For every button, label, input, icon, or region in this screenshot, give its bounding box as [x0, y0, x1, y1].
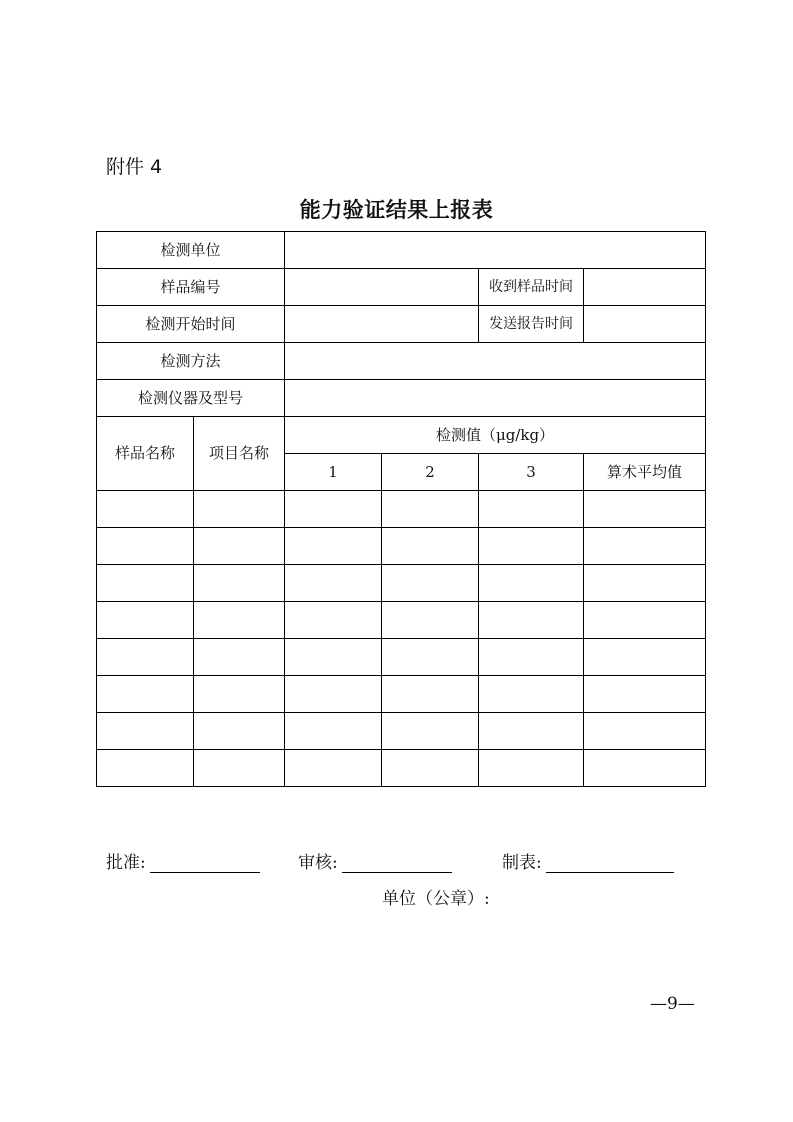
value-header: 检测值（μg/kg） — [285, 417, 706, 454]
mean-header: 算术平均值 — [584, 454, 706, 491]
instrument-field[interactable] — [285, 380, 706, 417]
table-row — [97, 380, 706, 417]
table-row — [97, 343, 706, 380]
data-cell[interactable] — [479, 713, 584, 750]
table-row — [97, 491, 706, 528]
table-row — [97, 232, 706, 269]
data-cell[interactable] — [285, 491, 382, 528]
approve-line[interactable] — [150, 854, 260, 873]
data-cell[interactable] — [97, 602, 194, 639]
data-cell[interactable] — [285, 750, 382, 787]
data-cell[interactable] — [382, 491, 479, 528]
data-cell[interactable] — [194, 750, 285, 787]
unit-seal-label: 单位（公章）: — [382, 889, 490, 909]
table-row — [97, 676, 706, 713]
receive-time-label: 收到样品时间 — [479, 269, 584, 306]
data-cell[interactable] — [584, 713, 706, 750]
sample-no-field[interactable] — [285, 269, 479, 306]
method-label: 检测方法 — [97, 343, 285, 380]
data-cell[interactable] — [382, 713, 479, 750]
data-cell[interactable] — [97, 750, 194, 787]
data-cell[interactable] — [479, 491, 584, 528]
report-form-table — [96, 231, 706, 787]
data-cell[interactable] — [479, 602, 584, 639]
receive-time-field[interactable] — [584, 269, 706, 306]
col-1-header: 1 — [285, 454, 382, 491]
review-line[interactable] — [342, 854, 452, 873]
table-row — [97, 528, 706, 565]
review-signature — [298, 848, 452, 873]
lab-unit-label: 检测单位 — [97, 232, 285, 269]
sample-name-header: 样品名称 — [97, 417, 194, 491]
data-cell[interactable] — [97, 565, 194, 602]
data-cell[interactable] — [584, 491, 706, 528]
data-cell[interactable] — [382, 602, 479, 639]
data-cell[interactable] — [479, 639, 584, 676]
table-row — [97, 306, 706, 343]
data-cell[interactable] — [97, 491, 194, 528]
attachment-label: 附件 4 — [106, 156, 163, 178]
data-cell[interactable] — [194, 713, 285, 750]
data-cell[interactable] — [479, 676, 584, 713]
prepare-label: 制表: — [502, 853, 542, 873]
data-cell[interactable] — [479, 565, 584, 602]
data-cell[interactable] — [584, 676, 706, 713]
test-start-label: 检测开始时间 — [97, 306, 285, 343]
data-cell[interactable] — [479, 750, 584, 787]
data-cell[interactable] — [584, 528, 706, 565]
data-rows — [97, 491, 706, 787]
table-row — [97, 565, 706, 602]
data-cell[interactable] — [194, 676, 285, 713]
data-cell[interactable] — [382, 528, 479, 565]
lab-unit-field[interactable] — [285, 232, 706, 269]
data-cell[interactable] — [285, 602, 382, 639]
data-cell[interactable] — [479, 528, 584, 565]
form-title: 能力验证结果上报表 — [299, 197, 494, 222]
data-cell[interactable] — [194, 528, 285, 565]
data-cell[interactable] — [382, 639, 479, 676]
data-cell[interactable] — [285, 676, 382, 713]
data-cell[interactable] — [194, 491, 285, 528]
table-row — [97, 713, 706, 750]
data-cell[interactable] — [584, 565, 706, 602]
data-cell[interactable] — [584, 750, 706, 787]
table-row — [97, 269, 706, 306]
col-3-header: 3 — [479, 454, 584, 491]
data-cell[interactable] — [584, 639, 706, 676]
data-cell[interactable] — [285, 713, 382, 750]
prepare-signature — [502, 848, 674, 873]
data-cell[interactable] — [285, 528, 382, 565]
data-cell[interactable] — [97, 676, 194, 713]
approve-label: 批准: — [106, 853, 146, 873]
data-cell[interactable] — [285, 565, 382, 602]
approve-signature — [106, 848, 260, 873]
data-cell[interactable] — [97, 528, 194, 565]
table-row — [97, 602, 706, 639]
prepare-line[interactable] — [546, 854, 674, 873]
data-cell[interactable] — [194, 565, 285, 602]
page-number: —9— — [650, 994, 695, 1014]
sample-no-label: 样品编号 — [97, 269, 285, 306]
col-2-header: 2 — [382, 454, 479, 491]
data-cell[interactable] — [382, 565, 479, 602]
data-cell[interactable] — [194, 639, 285, 676]
data-cell[interactable] — [285, 639, 382, 676]
data-cell[interactable] — [584, 602, 706, 639]
instrument-label: 检测仪器及型号 — [97, 380, 285, 417]
data-cell[interactable] — [194, 602, 285, 639]
report-time-label: 发送报告时间 — [479, 306, 584, 343]
data-cell[interactable] — [382, 676, 479, 713]
data-cell[interactable] — [97, 639, 194, 676]
method-field[interactable] — [285, 343, 706, 380]
data-cell[interactable] — [97, 713, 194, 750]
table-row — [97, 639, 706, 676]
review-label: 审核: — [298, 853, 338, 873]
data-cell[interactable] — [382, 750, 479, 787]
item-name-header: 项目名称 — [194, 417, 285, 491]
report-time-field[interactable] — [584, 306, 706, 343]
table-row — [97, 750, 706, 787]
table-row — [97, 417, 706, 454]
test-start-field[interactable] — [285, 306, 479, 343]
